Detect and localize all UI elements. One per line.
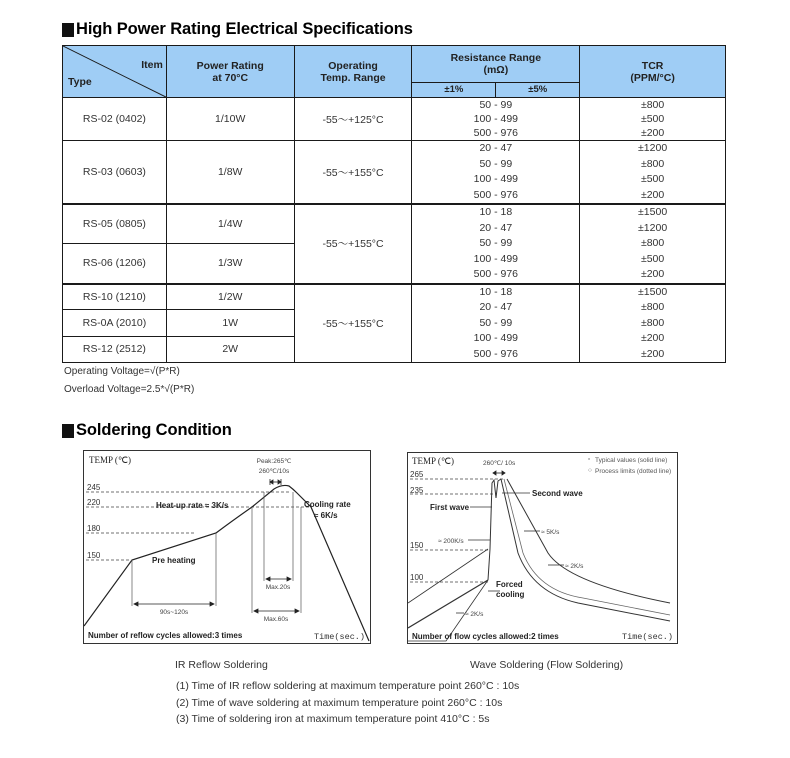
header-tol-5: ±5%	[496, 83, 580, 98]
note-3: (3) Time of soldering iron at maximum temperature point 410°C : 5s	[176, 713, 490, 725]
header-resistance-range: Resistance Range (mΩ)	[412, 46, 580, 83]
soldering-section-title: Soldering Condition	[62, 421, 232, 440]
svg-text:Time(sec.): Time(sec.)	[622, 632, 674, 642]
svg-text:260℃/ 10s: 260℃/ 10s	[483, 460, 516, 467]
header-tcr: TCR (PPM/°C)	[580, 46, 726, 98]
svg-text:150: 150	[410, 541, 424, 550]
svg-text:90s~120s: 90s~120s	[159, 609, 189, 616]
svg-text:245: 245	[87, 483, 101, 492]
svg-text:Process limits (dotted line): Process limits (dotted line)	[595, 468, 672, 475]
header-tol-1: ±1%	[412, 83, 496, 98]
overload-voltage-formula: Overload Voltage=2.5*√(P*R)	[64, 384, 195, 395]
header-item-type: Item Type	[63, 46, 167, 98]
svg-text:Max.60s: Max.60s	[263, 616, 289, 623]
table-row: RS-0A (2010) 1W	[63, 310, 726, 336]
svg-text:235: 235	[410, 486, 424, 495]
svg-text:≈ 2K/s: ≈ 2K/s	[465, 611, 484, 618]
svg-text:150: 150	[87, 551, 101, 560]
svg-text:Heat-up rate ≈ 3K/s: Heat-up rate ≈ 3K/s	[156, 501, 229, 510]
svg-text:≈ 2K/s: ≈ 2K/s	[565, 563, 584, 570]
spec-table	[62, 45, 726, 363]
svg-text:≈ 6K/s: ≈ 6K/s	[314, 511, 338, 520]
svg-text:Number of flow cycles allowed:: Number of flow cycles allowed:2 times	[412, 632, 559, 641]
svg-text:Peak:265℃: Peak:265℃	[256, 458, 292, 465]
svg-text:100: 100	[410, 573, 424, 582]
table-row: RS-10 (1210) 1/2W -55～+155°C 10 - 18 20 - 47 50 - 99 100 - 499 500 - 976 ±1500 ±800 ±800 ±200 ±200	[63, 284, 726, 310]
spec-section-title: High Power Rating Electrical Specifications	[62, 20, 413, 39]
svg-text:TEMP (℃): TEMP (℃)	[89, 455, 132, 465]
svg-text:○: ○	[588, 467, 592, 474]
svg-text:Time(sec.): Time(sec.)	[314, 632, 366, 642]
square-bullet-icon	[62, 424, 74, 438]
svg-text:Max.20s: Max.20s	[265, 584, 291, 591]
svg-text:First wave: First wave	[430, 503, 470, 512]
svg-text:Number of reflow cycles allowe: Number of reflow cycles allowed:3 times	[88, 631, 243, 640]
operating-voltage-formula: Operating Voltage=√(P*R)	[64, 366, 180, 377]
wave-soldering-chart	[407, 452, 678, 644]
table-row: RS-06 (1206) 1/3W	[63, 244, 726, 284]
svg-text:≈ 5K/s: ≈ 5K/s	[541, 529, 560, 536]
ir-reflow-chart	[83, 450, 371, 644]
svg-text:220: 220	[87, 498, 101, 507]
svg-text:Second wave: Second wave	[532, 489, 583, 498]
svg-text:Pre heating: Pre heating	[152, 556, 196, 565]
note-1: (1) Time of IR reflow soldering at maximum temperature point 260°C : 10s	[176, 680, 520, 692]
svg-text:265: 265	[410, 470, 424, 479]
ir-reflow-caption: IR Reflow Soldering	[175, 659, 268, 671]
svg-text:Forced: Forced	[496, 580, 523, 589]
svg-text:≈ 200K/s: ≈ 200K/s	[438, 538, 464, 545]
svg-text:Typical values (solid line): Typical values (solid line)	[595, 457, 668, 464]
table-row: RS-12 (2512) 2W	[63, 336, 726, 362]
square-bullet-icon	[62, 23, 74, 37]
svg-text:260℃/10s: 260℃/10s	[258, 468, 290, 475]
table-row: RS-05 (0805) 1/4W -55～+155°C 10 - 18 20 - 47 50 - 99 100 - 499 500 - 976 ±1500 ±1200 ±800 ±500 ±200	[63, 204, 726, 244]
svg-text:cooling: cooling	[496, 590, 525, 599]
svg-text:180: 180	[87, 524, 101, 533]
table-row: RS-03 (0603) 1/8W -55～+155°C 20 - 47 50 - 99 100 - 499 500 - 976 ±1200 ±800 ±500 ±200	[63, 141, 726, 205]
header-power-rating: Power Rating at 70°C	[166, 46, 294, 98]
table-row: RS-02 (0402) 1/10W -55～+125°C 50 - 99 100 - 499 500 - 976 ±800 ±500 ±200	[63, 98, 726, 141]
svg-text:▫: ▫	[588, 456, 591, 463]
note-2: (2) Time of wave soldering at maximum temperature point 260°C : 10s	[176, 697, 503, 709]
header-temp-range: Operating Temp. Range	[294, 46, 412, 98]
svg-text:Cooling rate: Cooling rate	[304, 500, 351, 509]
wave-soldering-caption: Wave Soldering (Flow Soldering)	[470, 659, 624, 671]
svg-text:TEMP (℃): TEMP (℃)	[412, 456, 455, 466]
